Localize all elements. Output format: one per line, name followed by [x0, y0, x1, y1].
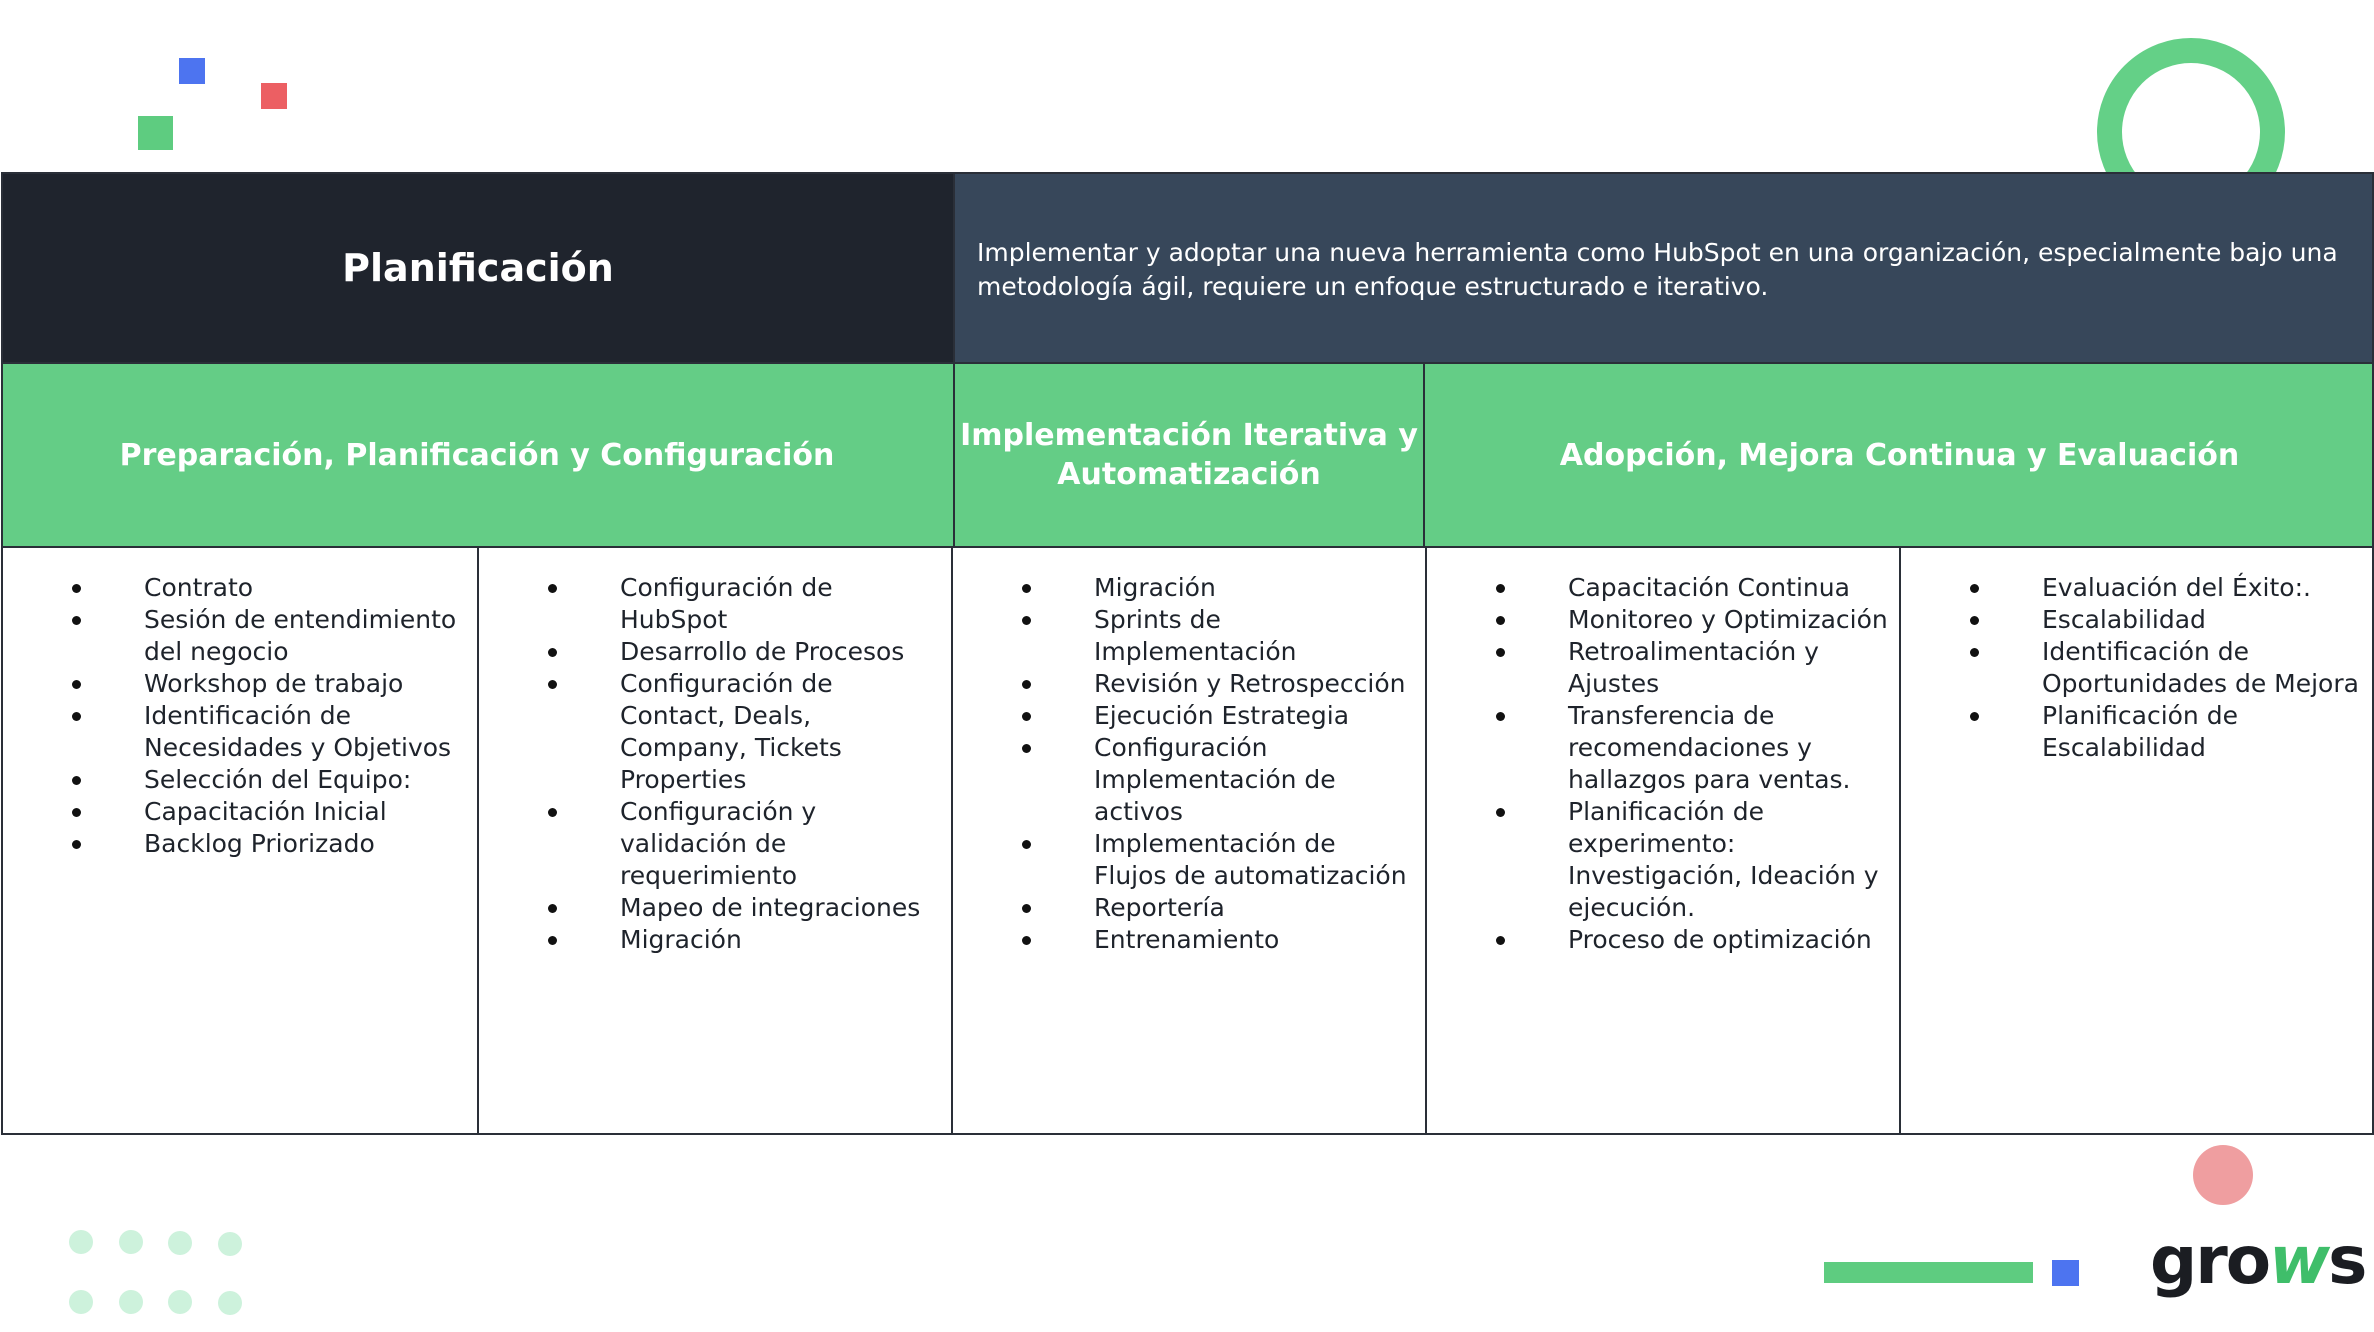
activity-column	[1899, 548, 2372, 1133]
decorative-green-bar	[1824, 1262, 2033, 1283]
list-item: Revisión y Retrospección	[953, 668, 1425, 700]
list-item: Sprints de Implementación	[953, 604, 1425, 668]
list-item: Escalabilidad	[1901, 604, 2372, 636]
list-item: Configuración y validación de requerimiento	[479, 796, 951, 892]
decorative-blue-square	[179, 58, 205, 84]
decorative-dot-grid	[66, 1228, 256, 1320]
list-item: Planificación de experimento: Investigación, Ideación y ejecución.	[1427, 796, 1899, 924]
phase-row	[3, 362, 2372, 548]
grows-logo: grows	[2150, 1222, 2366, 1299]
list-item: Capacitación Continua	[1427, 572, 1899, 604]
activity-column	[477, 548, 951, 1133]
decorative-red-square	[261, 83, 287, 109]
activity-list	[1901, 572, 2372, 764]
list-item: Retroalimentación y Ajustes	[1427, 636, 1899, 700]
activity-list	[953, 572, 1425, 956]
list-item: Migración	[479, 924, 951, 956]
title-cell	[3, 174, 953, 362]
phase-heading-preparation: Preparación, Planificación y Configuración	[119, 437, 835, 473]
list-item: Implementación de Flujos de automatización	[953, 828, 1425, 892]
list-item: Entrenamiento	[953, 924, 1425, 956]
decorative-green-square	[138, 116, 173, 150]
activities-row	[3, 548, 2372, 1133]
list-item: Transferencia de recomendaciones y hallazgos para ventas.	[1427, 700, 1899, 796]
list-item: Reportería	[953, 892, 1425, 924]
list-item: Mapeo de integraciones	[479, 892, 951, 924]
page-title: Planificación	[342, 246, 614, 290]
list-item: Planificación de Escalabilidad	[1901, 700, 2372, 764]
list-item: Capacitación Inicial	[3, 796, 477, 828]
phase-heading-adoption: Adopción, Mejora Continua y Evaluación	[1559, 437, 2240, 473]
list-item: Selección del Equipo:	[3, 764, 477, 796]
list-item: Migración	[953, 572, 1425, 604]
activity-column	[1425, 548, 1899, 1133]
list-item: Proceso de optimización	[1427, 924, 1899, 956]
list-item: Configuración de Contact, Deals, Company, Tickets Properties	[479, 668, 951, 796]
activity-list	[479, 572, 951, 956]
list-item: Monitoreo y Optimización	[1427, 604, 1899, 636]
activity-column	[3, 548, 477, 1133]
list-item: Evaluación del Éxito:.	[1901, 572, 2372, 604]
list-item: Desarrollo de Procesos	[479, 636, 951, 668]
decorative-blue-square-small	[2052, 1260, 2079, 1286]
header-row	[3, 174, 2372, 362]
list-item: Sesión de entendimiento del negocio	[3, 604, 477, 668]
list-item: Identificación de Necesidades y Objetivos	[3, 700, 477, 764]
phase-heading-implementation: Implementación Iterativa y Automatización	[953, 364, 1425, 546]
list-item: Workshop de trabajo	[3, 668, 477, 700]
list-item: Configuración de HubSpot	[479, 572, 951, 636]
planning-table	[1, 172, 2374, 1135]
description-cell	[953, 174, 2372, 362]
decorative-pink-circle	[2193, 1145, 2253, 1205]
description-text: Implementar y adoptar una nueva herramienta como HubSpot en una organización, especialmente bajo una metodología ágil, requiere un enfoque estructurado e iterativo.	[977, 238, 2338, 301]
activity-list	[3, 572, 477, 860]
list-item: Configuración Implementación de activos	[953, 732, 1425, 828]
activity-column	[951, 548, 1425, 1133]
activity-list	[1427, 572, 1899, 956]
list-item: Ejecución Estrategia	[953, 700, 1425, 732]
list-item: Contrato	[3, 572, 477, 604]
list-item: Backlog Priorizado	[3, 828, 477, 860]
list-item: Identificación de Oportunidades de Mejora	[1901, 636, 2372, 700]
